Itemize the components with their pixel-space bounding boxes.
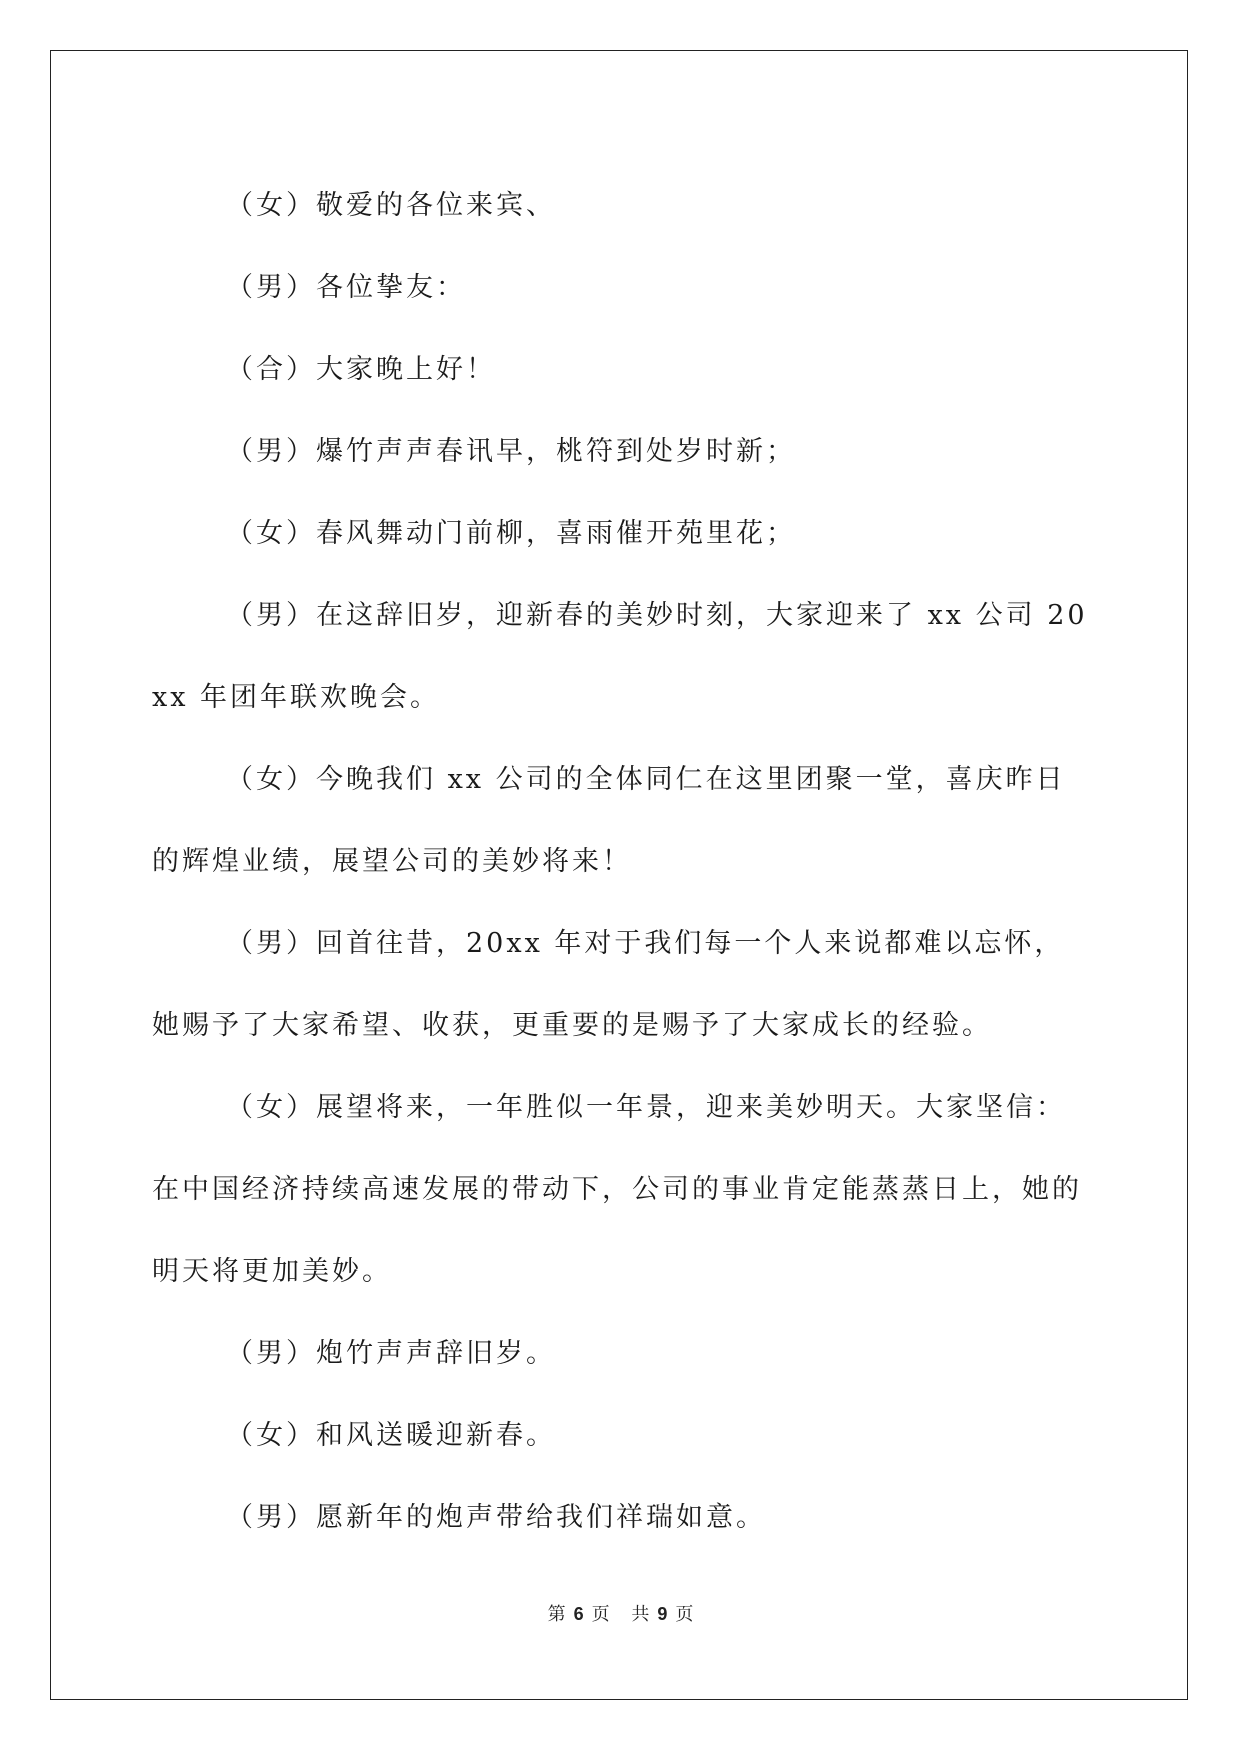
page-number <box>544 1604 614 1625</box>
paragraph: （女）今晚我们 xx 公司的全体同仁在这里团聚一堂，喜庆昨日的辉煌业绩，展望公司的美妙将来！ <box>152 764 1066 877</box>
footer-total-prefix: 共 <box>631 1604 650 1625</box>
paragraph: （男）各位挚友： <box>226 272 466 303</box>
paragraph: （男）回首往昔，20xx 年对于我们每一个人来说都难以忘怀，她赐予了大家希望、收获，更重要的是赐予了大家成长的经验。 <box>152 928 1065 1041</box>
paragraph: （合）大家晚上好！ <box>226 354 496 385</box>
paragraph: （男）愿新年的炮声带给我们祥瑞如意。 <box>226 1502 766 1533</box>
paragraph: （女）展望将来，一年胜似一年景，迎来美妙明天。大家坚信：在中国经济持续高速发展的带动下，公司的事业肯定能蒸蒸日上，她的明天将更加美妙。 <box>152 1092 1082 1287</box>
footer-page-word: 页 <box>591 1604 610 1625</box>
page-footer <box>0 1600 1241 1626</box>
paragraph: （男）炮竹声声辞旧岁。 <box>226 1338 556 1369</box>
paragraph: （女）春风舞动门前柳，喜雨催开苑里花； <box>226 518 796 549</box>
footer-prefix: 第 <box>547 1604 566 1625</box>
total-page-number: 9 <box>657 1604 668 1624</box>
document-body <box>152 165 1092 1559</box>
current-page-number: 6 <box>573 1604 584 1624</box>
paragraph: （女）敬爱的各位来宾、 <box>226 190 556 221</box>
paragraph: （男）在这辞旧岁，迎新春的美妙时刻，大家迎来了 xx 公司 20xx 年团年联欢晚会。 <box>152 600 1088 713</box>
total-pages <box>627 1604 697 1625</box>
paragraph: （女）和风送暖迎新春。 <box>226 1420 556 1451</box>
paragraph: （男）爆竹声声春讯早，桃符到处岁时新； <box>226 436 796 467</box>
footer-total-suffix: 页 <box>675 1604 694 1625</box>
